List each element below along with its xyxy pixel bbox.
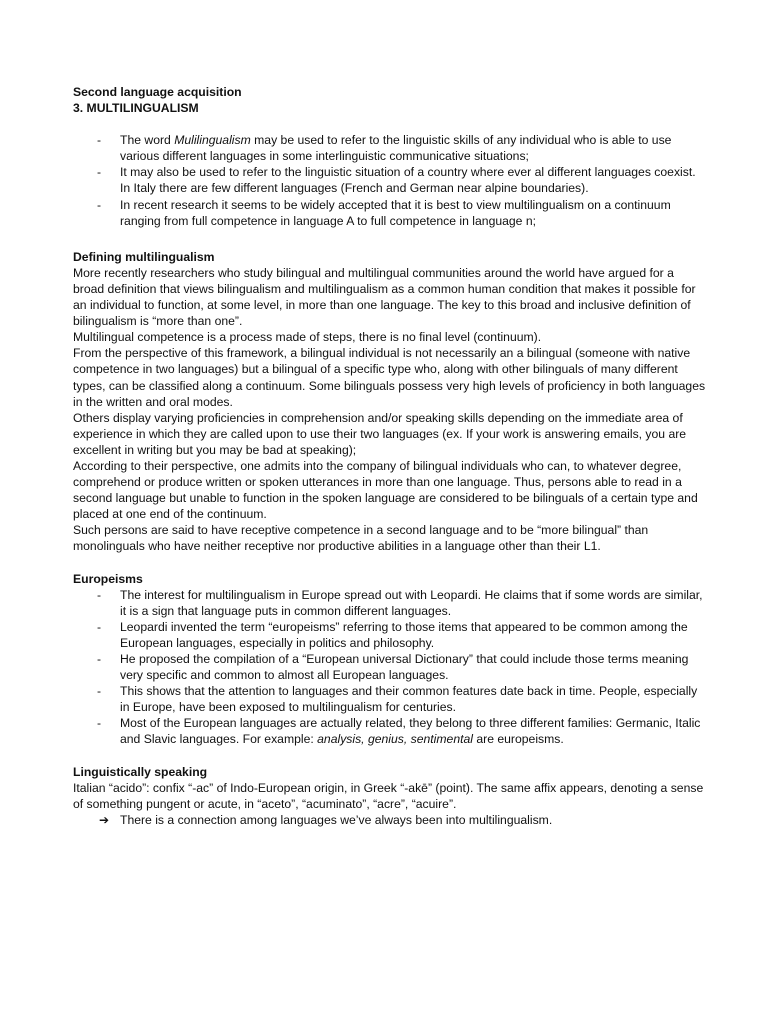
dash-marker: -	[97, 165, 102, 180]
dash-marker: -	[97, 197, 102, 212]
dash-marker: -	[97, 716, 102, 731]
dash-marker: -	[97, 684, 102, 699]
paragraph: Multilingual competence is a process made of steps, there is no final level (continuum).	[73, 330, 542, 345]
dash-marker: -	[97, 133, 102, 148]
arrow-note	[73, 812, 708, 828]
europeisms-bullet-list	[73, 587, 708, 748]
paragraph: Others display varying proficiencies in comprehension and/or speaking skills depending on the immediate area of experience in which they are called upon to use their two languages (ex. If your work is answering emails, you are excellent in writing but you may be bad at speaking);	[73, 410, 687, 457]
paragraph: Such persons are said to have receptive competence in a second language and to be “more bilingual” than monolinguals who have neither receptive nor productive abilities in a language other than their L1.	[73, 523, 649, 554]
dash-marker: -	[97, 587, 102, 602]
list-item: - He proposed the compilation of a “European universal Dictionary” that could include those terms meaning very specific and common to almost all European languages.	[97, 652, 689, 683]
intro-bullet-list	[73, 132, 708, 229]
paragraph: From the perspective of this framework, a bilingual individual is not necessarily an a bilingual (someone with native competence in two languages) but a bilingual of a specific type who, along with other bilinguals of many different types, can be classified along a continuum. Some bilinguals possess very high levels of proficiency in both languages in the written and oral modes.	[73, 346, 706, 409]
paragraph: More recently researchers who study bilingual and multilingual communities around the world have argued for a broad definition that views bilingualism and multilingualism as a common human condition that makes it possible for an individual to function, at some level, in more than one language. The key to this broad and inclusive definition of bilingualism is “more than one”.	[73, 265, 696, 329]
europeisms-heading: Europeisms	[73, 571, 143, 586]
arrow-note-text: There is a connection among languages we’ve always been into multilingualism.	[120, 812, 553, 827]
dash-marker: -	[97, 619, 102, 634]
list-item: - In recent research it seems to be widely accepted that it is best to view multilingualism on a continuum ranging from full competence in language A to full competence in language n;	[97, 197, 671, 228]
list-item: - The interest for multilingualism in Europe spread out with Leopardi. He claims that if some words are similar, it is a sign that language puts in common different languages.	[97, 587, 703, 618]
list-item: - The word Mulilingualism may be used to refer to the linguistic skills of any individual who is able to use various different languages in some interlinguistic communicative situations;	[97, 133, 672, 164]
paragraph: Italian “acido”: confix “-ac” of Indo-European origin, in Greek “-akē” (point). The same affix appears, denoting a sense of something pungent or acute, in “aceto”, “acuminato”, “acre”, “acuire”.	[73, 780, 704, 811]
linguistic-heading: Linguistically speaking	[73, 764, 208, 779]
list-item: - It may also be used to refer to the linguistic situation of a country where ever al different languages coexist. In Italy there are few different languages (French and German near alpine boundaries).	[97, 165, 696, 196]
document-title: Second language acquisition	[73, 85, 242, 99]
dash-marker: -	[97, 652, 102, 666]
list-item: - Leopardi invented the term “europeisms” referring to those items that appeared to be common among the European languages, especially in politics and philosophy.	[97, 619, 688, 650]
right-arrow-icon: ➔	[99, 812, 110, 827]
list-item: - This shows that the attention to languages and their common features date back in time. People, especially in Europe, have been exposed to multilingualism for centuries.	[97, 684, 698, 715]
section-title: 3. MULTILINGUALISM	[73, 101, 199, 116]
defining-heading: Defining multilingualism	[73, 249, 215, 264]
paragraph: According to their perspective, one admits into the company of bilingual individuals who can, to whatever degree, comprehend or produce written or spoken utterances in more than one language. Thus, persons able to read in a second language but unable to function in the spoken language are considered to be bilinguals of a certain type and placed at one end of the continuum.	[73, 458, 698, 522]
list-item: - Most of the European languages are actually related, they belong to three different families: Germanic, Italic and Slavic languages. For example: analysis, genius, sentimental are europeisms.	[97, 716, 701, 747]
